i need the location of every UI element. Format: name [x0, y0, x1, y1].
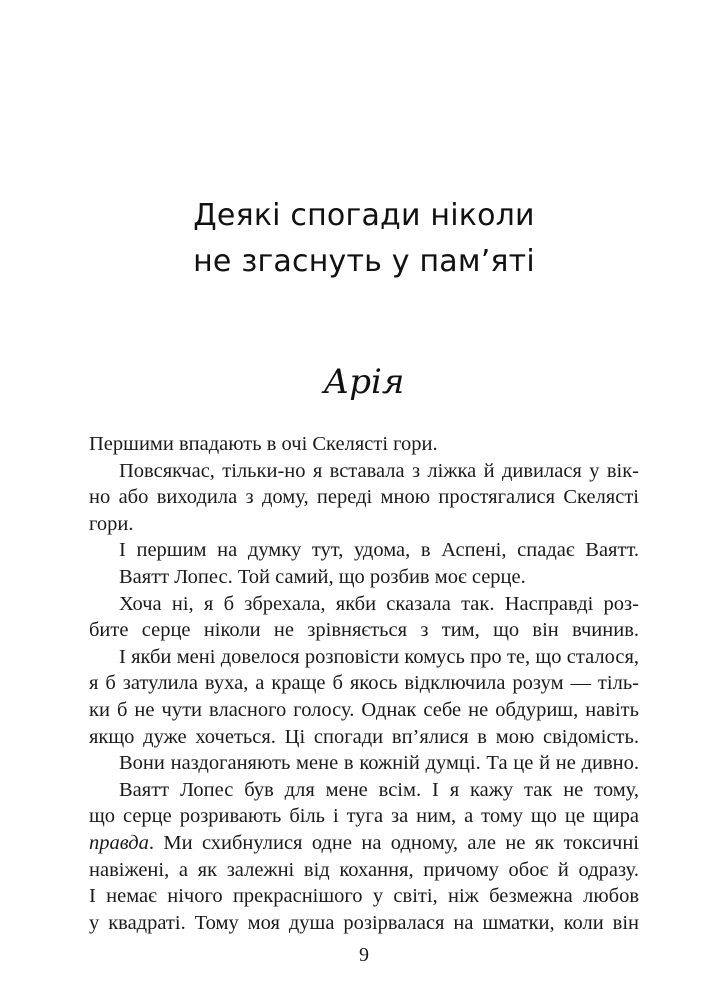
page-number: 9	[359, 944, 369, 966]
text-line: І якби мені довелося розповісти комусь про те, що сталося,	[119, 645, 639, 668]
chapter-heading: Арія	[323, 362, 405, 402]
text-line: я б затулила вуха, а краще б якось відключила розум — тіль-	[89, 672, 639, 695]
text-line	[89, 830, 639, 857]
text-line: Повсякчас, тільки-но я вставала з ліжка й дивилася у вік-	[119, 459, 639, 482]
text-line: навіжені, а як залежні від кохання, причому обоє й одразу.	[89, 858, 639, 881]
text-line: Хоча ні, я б збрехала, якби сказала так. Насправді роз-	[119, 592, 639, 615]
text-line: Ваятт Лопес. Той самий, що розбив моє серце.	[119, 565, 526, 588]
text-line: Ваятт Лопес був для мене всім. І я кажу так не тому,	[119, 778, 639, 801]
text-line: Першими впадають в очі Скелясті гори.	[89, 433, 438, 455]
text-line: І першим на думку тут, удома, в Аспені, спадає Ваятт.	[119, 539, 639, 562]
text-line: Вони наздоганяють мене в кожній думці. Та це й не дивно.	[119, 752, 639, 775]
text-line: ки б не чути власного голосу. Однак себе не обдуриш, навіть	[89, 698, 639, 721]
part-title-line-2: не згаснуть у пам’яті	[193, 244, 535, 279]
text-line: но або виходила з дому, переді мною простягалися Скелясті	[89, 486, 639, 509]
text-line: І немає нічого прекраснішого у світі, ніж безмежна любов	[89, 885, 639, 908]
italic-emphasis: правда	[89, 831, 149, 854]
text-line-rest: . Ми схибнулися одне на одному, але не як токсичні	[148, 831, 639, 854]
part-title-line-1: Деякі спогади ніколи	[193, 198, 535, 233]
text-line: гори.	[89, 512, 134, 535]
text-line: що серце розривають біль і туга за ним, а тому що це щира	[89, 805, 639, 828]
text-line: якщо дуже хочеться. Ці спогади вп’ялися в мою свідомість.	[89, 725, 639, 748]
text-line: бите серце ніколи не зрівняється з тим, що він вчинив.	[89, 619, 639, 642]
text-line: у квадраті. Тому моя душа розірвалася на шматки, коли він	[89, 911, 639, 934]
chapter-body-text	[89, 431, 639, 936]
